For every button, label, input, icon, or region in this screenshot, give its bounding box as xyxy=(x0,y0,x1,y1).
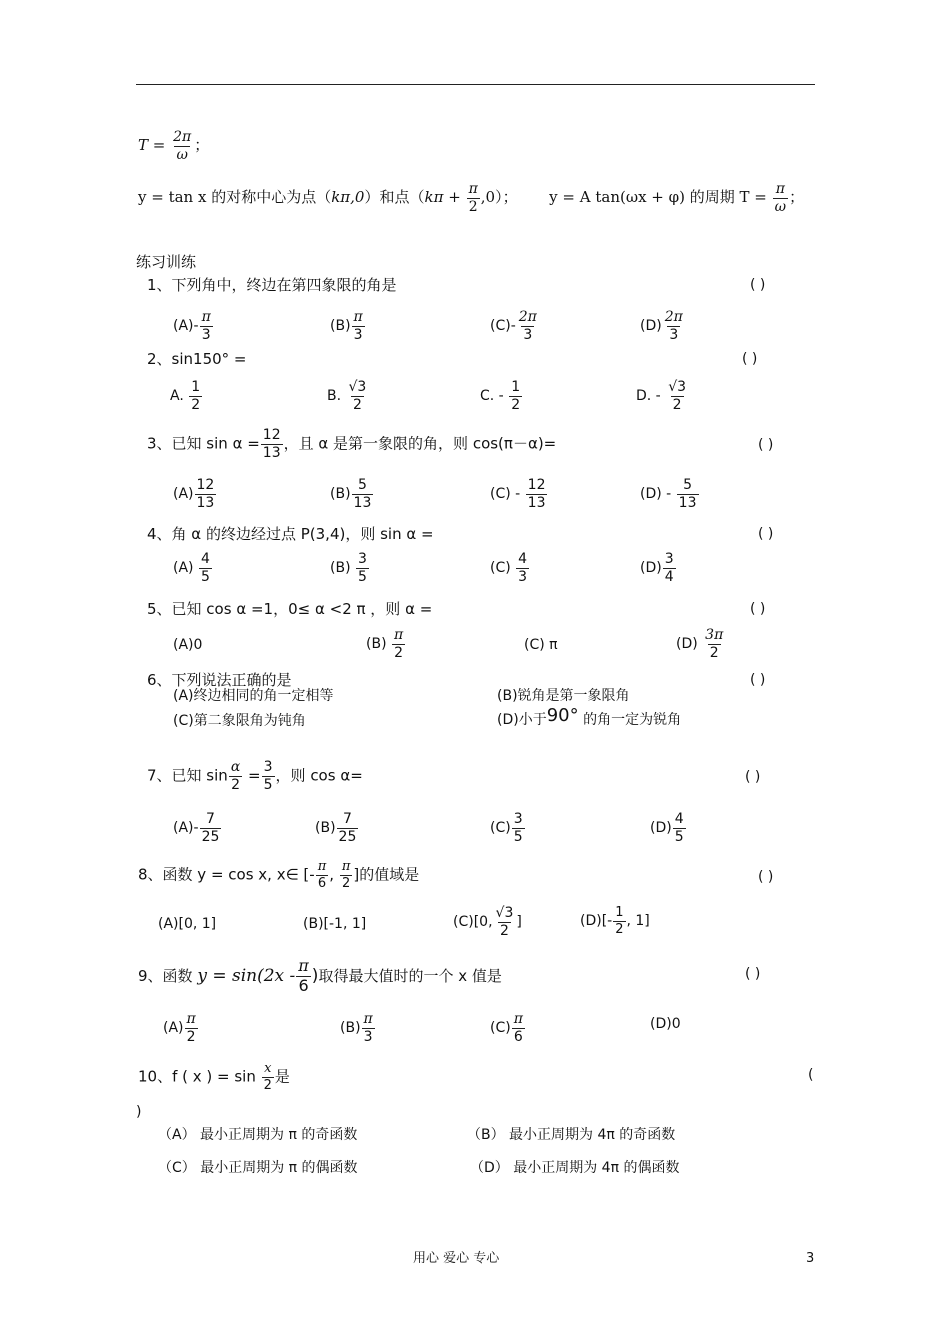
option-d xyxy=(640,310,686,342)
option-c xyxy=(453,906,522,938)
fraction-den: 25 xyxy=(201,828,220,845)
fraction-num: 2π xyxy=(173,129,192,145)
fraction-num: π xyxy=(298,956,309,975)
option-label: (B) xyxy=(330,318,351,335)
option-label: (A) xyxy=(173,486,194,503)
option-a xyxy=(163,1012,199,1044)
fraction-den: 13 xyxy=(262,444,281,461)
fraction-num: 1 xyxy=(191,379,201,395)
option-label: (D) xyxy=(650,820,672,837)
fraction xyxy=(337,812,359,844)
fraction-num: 3 xyxy=(664,551,674,567)
fraction-den: 13 xyxy=(527,494,546,511)
option-b xyxy=(327,380,369,412)
fraction xyxy=(195,478,217,510)
tan-symmetry-line xyxy=(138,182,804,214)
fraction xyxy=(677,478,699,510)
option-a xyxy=(173,310,214,342)
fraction-num: π xyxy=(363,1011,373,1027)
option-d xyxy=(636,380,689,412)
fraction-den: 3 xyxy=(669,326,679,343)
answer-blank: ( ) xyxy=(742,351,758,367)
fraction xyxy=(666,380,688,412)
fraction-num: 1 xyxy=(511,379,521,395)
fraction-num: π xyxy=(353,309,363,325)
fraction xyxy=(512,812,525,844)
option-label: (B) xyxy=(330,560,351,577)
text: , xyxy=(329,865,335,884)
question-10-stem xyxy=(138,1062,290,1092)
option-a: (A)终边相同的角一定相等 xyxy=(173,688,334,704)
fraction-den: 2 xyxy=(511,396,521,413)
option-a: (A)0 xyxy=(173,637,203,653)
option-label: (C) xyxy=(490,820,511,837)
fraction xyxy=(347,380,369,412)
fraction-num: π xyxy=(341,859,351,874)
fraction-den: 6 xyxy=(298,975,309,995)
fraction xyxy=(199,552,212,584)
text: ，且 α 是第一象限的角，则 cos(π－α)= xyxy=(283,434,557,453)
question-4-stem: 4、角 α 的终边经过点 P(3,4)，则 sin α = xyxy=(147,525,434,543)
text: 的角一定为锐角 xyxy=(578,712,682,728)
option-a xyxy=(173,478,217,510)
fraction-den: 3 xyxy=(523,326,533,343)
text: kπ,0 xyxy=(331,188,365,207)
fraction-den: 2 xyxy=(186,1028,196,1045)
fraction xyxy=(663,552,676,584)
option-c: （C） 最小正周期为 π 的偶函数 xyxy=(158,1160,358,1176)
option-b xyxy=(366,628,406,660)
fraction-num: π xyxy=(513,1011,523,1027)
formula-text: ； xyxy=(194,136,210,155)
option-d xyxy=(497,705,682,728)
question-8-stem xyxy=(138,860,419,890)
option-d: (D)0 xyxy=(650,1016,681,1032)
option-b xyxy=(330,552,370,584)
fraction-den: 13 xyxy=(353,494,372,511)
text: (C)[0, xyxy=(453,914,493,931)
fraction-den: 5 xyxy=(263,776,273,793)
fraction-num: x xyxy=(264,1061,272,1076)
option-label: (A) xyxy=(173,560,194,577)
answer-blank: ( ) xyxy=(758,526,774,542)
fraction xyxy=(262,1062,274,1092)
fraction-num: π xyxy=(468,181,478,197)
question-3-stem xyxy=(147,428,556,460)
answer-blank: ( ) xyxy=(745,769,761,785)
formula-text: T xyxy=(138,136,149,155)
fraction-den: 6 xyxy=(513,1028,523,1045)
fraction-den: 2 xyxy=(231,776,240,793)
fraction-num: 12 xyxy=(527,477,546,493)
option-a xyxy=(170,380,203,412)
option-d xyxy=(640,552,677,584)
option-label: (A)- xyxy=(173,820,199,837)
option-a: (A)[0, 1] xyxy=(158,916,217,932)
question-5-stem: 5、已知 cos α =1，0≤ α <2 π ，则 α = xyxy=(147,600,433,618)
fraction xyxy=(171,130,193,162)
angle-value: 90° xyxy=(546,705,579,726)
text: (D)小于 xyxy=(497,712,547,728)
option-label: (A)- xyxy=(173,318,199,335)
question-9-stem xyxy=(138,958,502,995)
fraction xyxy=(185,1012,198,1044)
answer-blank: ( ) xyxy=(745,966,761,982)
fraction xyxy=(200,310,213,342)
fraction xyxy=(516,552,529,584)
fraction xyxy=(229,760,242,792)
text: ] xyxy=(516,914,522,931)
option-label: (B) xyxy=(340,1020,361,1037)
text: 是 xyxy=(274,1067,290,1086)
fraction-den: ω xyxy=(176,146,188,163)
fraction-den: ω xyxy=(774,198,787,215)
option-label: (B) xyxy=(315,820,336,837)
fraction-num: 3 xyxy=(513,811,523,827)
fraction-den: 13 xyxy=(196,494,215,511)
fraction-den: 3 xyxy=(201,326,211,343)
fraction-den: 2 xyxy=(191,396,201,413)
fraction-num: √3 xyxy=(668,379,687,395)
fraction-den: 2 xyxy=(394,644,404,661)
fraction xyxy=(189,380,202,412)
text: 9、函数 xyxy=(138,966,193,985)
fraction-den: 2 xyxy=(468,198,478,215)
fraction-den: 6 xyxy=(317,875,327,891)
option-c xyxy=(490,310,540,342)
option-a xyxy=(173,552,213,584)
text: 3、已知 sin α = xyxy=(147,434,260,453)
fraction xyxy=(352,310,365,342)
fraction xyxy=(494,906,516,938)
text: ,0 xyxy=(480,188,496,207)
text: , 1] xyxy=(626,913,650,930)
fraction-num: 4 xyxy=(518,551,528,567)
fraction-num: π xyxy=(317,859,327,874)
option-label: (D) xyxy=(640,318,662,335)
fraction-den: 5 xyxy=(357,568,367,585)
fraction xyxy=(340,860,353,890)
fraction-den: 5 xyxy=(513,828,523,845)
option-b xyxy=(330,478,374,510)
fraction xyxy=(352,478,374,510)
fraction-num: 1 xyxy=(615,905,624,920)
option-d xyxy=(580,906,650,936)
fraction xyxy=(663,310,685,342)
fraction xyxy=(296,958,311,995)
answer-blank: ( ) xyxy=(758,437,774,453)
question-7-stem xyxy=(147,760,363,792)
fraction-den: 2 xyxy=(263,1077,272,1093)
answer-blank-open: ( xyxy=(808,1067,814,1083)
fraction-num: 2π xyxy=(664,309,683,325)
question-2-stem: 2、sin150° = xyxy=(147,350,247,368)
fraction-num: 3 xyxy=(263,759,273,775)
option-d xyxy=(650,812,687,844)
header-rule xyxy=(136,84,815,85)
option-c xyxy=(490,1012,526,1044)
question-6-stem: 6、下列说法正确的是 xyxy=(147,671,292,689)
answer-blank: ( ) xyxy=(750,672,766,688)
fraction-den: 2 xyxy=(615,921,624,937)
option-label: (C) xyxy=(490,560,511,577)
fraction-num: 5 xyxy=(357,477,367,493)
section-title: 练习训练 xyxy=(136,253,197,271)
option-c xyxy=(490,552,530,584)
fraction-den: 5 xyxy=(200,568,210,585)
option-d xyxy=(676,628,726,660)
fraction-den: 25 xyxy=(338,828,357,845)
option-label: (D) - xyxy=(640,486,672,503)
formula-text: = xyxy=(148,136,166,155)
option-d xyxy=(640,478,700,510)
fraction-den: 5 xyxy=(674,828,684,845)
fraction-num: 7 xyxy=(206,811,215,827)
fraction-num: π xyxy=(393,627,404,643)
option-b xyxy=(315,812,359,844)
option-b: （B） 最小正周期为 4π 的奇函数 xyxy=(467,1127,676,1143)
question-1-stem: 1、下列角中，终边在第四象限的角是 xyxy=(147,276,397,294)
fraction-num: √3 xyxy=(348,379,367,395)
fraction-num: π xyxy=(186,1011,196,1027)
fraction-den: 2 xyxy=(341,875,351,891)
option-label: (C) - xyxy=(490,486,521,503)
period-formula xyxy=(138,130,209,162)
text: ) xyxy=(311,965,319,986)
option-label: (B) xyxy=(330,486,351,503)
fraction xyxy=(392,628,405,660)
fraction xyxy=(703,628,725,660)
text: ； xyxy=(789,188,805,207)
fraction-num: α xyxy=(230,759,241,775)
option-label: D. - xyxy=(636,388,661,405)
text: (D)[- xyxy=(580,913,613,930)
text: y = sin(2x - xyxy=(197,965,296,986)
option-label: (B) xyxy=(366,636,387,653)
text: 10、f ( x ) = sin xyxy=(138,1067,256,1086)
option-a: （A） 最小正周期为 π 的奇函数 xyxy=(158,1127,358,1143)
option-label: (D) xyxy=(676,636,698,653)
fraction xyxy=(673,812,686,844)
fraction xyxy=(356,552,369,584)
fraction xyxy=(316,860,329,890)
option-label: (C)- xyxy=(490,318,516,335)
fraction-num: π xyxy=(201,309,211,325)
option-d: （D） 最小正周期为 4π 的偶函数 xyxy=(470,1160,680,1176)
fraction xyxy=(362,1012,375,1044)
fraction xyxy=(261,428,283,460)
fraction-num: π xyxy=(775,181,785,197)
text: 7、已知 sin xyxy=(147,766,228,785)
text: 取得最大值时的一个 x 值是 xyxy=(318,966,502,985)
fraction xyxy=(467,182,480,214)
answer-blank-close: ) xyxy=(136,1104,142,1120)
text: 8、函数 y = cos x, x∈ [- xyxy=(138,865,315,884)
option-b xyxy=(340,1012,376,1044)
fraction xyxy=(200,812,222,844)
option-label: C. - xyxy=(480,388,504,405)
fraction-den: 13 xyxy=(678,494,697,511)
fraction-num: 7 xyxy=(342,811,352,827)
text: y = A tan(ωx + φ) 的周期 T = xyxy=(549,188,767,207)
footer-text: 用心 爱心 专心 xyxy=(413,1251,500,1266)
fraction-num: 12 xyxy=(196,477,215,493)
text: = xyxy=(243,766,261,785)
option-c xyxy=(490,478,548,510)
fraction-den: 2 xyxy=(672,396,682,413)
answer-blank: ( ) xyxy=(758,869,774,885)
option-b: (B)[-1, 1] xyxy=(303,916,367,932)
option-label: (C) xyxy=(490,1020,511,1037)
option-b: (B)锐角是第一象限角 xyxy=(497,688,630,704)
option-label: B. xyxy=(327,388,342,405)
fraction xyxy=(613,906,625,936)
fraction xyxy=(262,760,275,792)
fraction-den: 3 xyxy=(363,1028,373,1045)
text: kπ + xyxy=(424,188,461,207)
page-number: 3 xyxy=(806,1251,815,1266)
option-label: A. xyxy=(170,388,184,405)
fraction xyxy=(512,1012,525,1044)
option-label: (D) xyxy=(640,560,662,577)
fraction-den: 2 xyxy=(499,922,509,939)
fraction-num: 12 xyxy=(262,427,281,443)
option-c xyxy=(480,380,523,412)
fraction-num: 2π xyxy=(518,309,537,325)
answer-blank: ( ) xyxy=(750,601,766,617)
fraction-den: 2 xyxy=(709,644,719,661)
fraction-num: 4 xyxy=(674,811,684,827)
answer-blank: ( ) xyxy=(750,277,766,293)
fraction xyxy=(517,310,539,342)
fraction-num: √3 xyxy=(495,905,514,921)
fraction-num: 5 xyxy=(683,477,693,493)
fraction-num: 3 xyxy=(357,551,367,567)
fraction-den: 4 xyxy=(664,568,674,585)
option-c: (C) π xyxy=(524,637,558,653)
option-label: (A) xyxy=(163,1020,184,1037)
option-c: (C)第二象限角为钝角 xyxy=(173,713,306,729)
option-b xyxy=(330,310,366,342)
text: ，则 cos α= xyxy=(275,766,363,785)
option-a xyxy=(173,812,222,844)
fraction xyxy=(509,380,522,412)
fraction-den: 3 xyxy=(518,568,528,585)
text: ）和点（ xyxy=(364,188,425,207)
fraction xyxy=(773,182,788,214)
fraction-den: 3 xyxy=(353,326,363,343)
fraction xyxy=(526,478,548,510)
text: ]的值域是 xyxy=(353,865,420,884)
option-c xyxy=(490,812,526,844)
text: ）； xyxy=(495,188,518,207)
text: y = tan x 的对称中心为点（ xyxy=(138,188,332,207)
fraction-num: 4 xyxy=(200,551,210,567)
fraction-den: 2 xyxy=(352,396,362,413)
fraction-num: 3π xyxy=(705,627,724,643)
